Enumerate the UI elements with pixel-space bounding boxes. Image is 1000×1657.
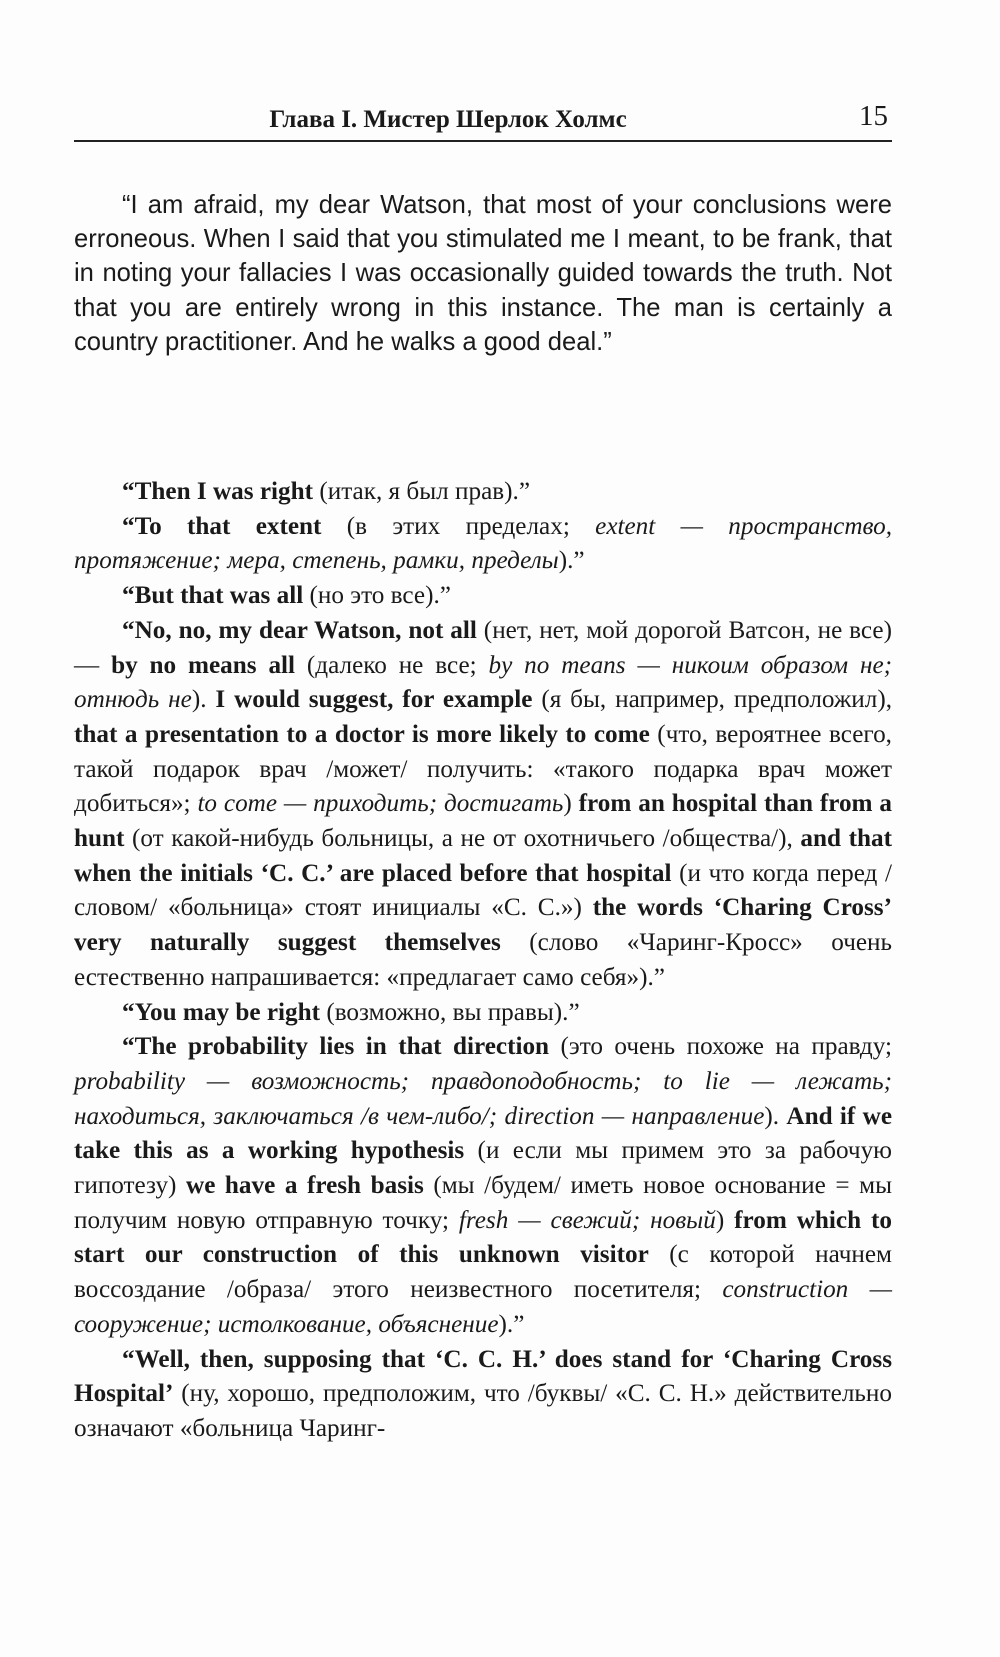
translation-text: ).” bbox=[558, 547, 585, 575]
annotated-paragraph bbox=[74, 1343, 892, 1447]
english-phrase: “To that extent bbox=[122, 512, 322, 540]
english-phrase: I would suggest, for example bbox=[215, 686, 533, 714]
annotated-paragraph bbox=[74, 510, 892, 579]
translation-text: (от какой-нибудь больницы, а не от охотничьего /общества/), bbox=[124, 825, 801, 853]
page-number: 15 bbox=[859, 100, 888, 132]
translation-text: (и что когда перед /словом/ «больница» стоят инициалы «C. C.») bbox=[74, 859, 892, 922]
translation-text: (далеко не все; bbox=[295, 651, 489, 679]
translation-text: ) bbox=[563, 790, 579, 818]
translation-text: (нет, нет, мой дорогой Ватсон, не все) — bbox=[74, 616, 892, 679]
vocabulary-note: fresh — свежий; новый bbox=[458, 1206, 716, 1234]
translation-text: ). bbox=[764, 1102, 787, 1130]
translation-text: (с которой начнем воссоздание /образа/ этого неизвестного посетителя; bbox=[74, 1241, 893, 1304]
translation-text: (ну, хорошо, предположим, что /буквы/ «C. C. H.» действительно означают «больница Чаринг- bbox=[74, 1380, 892, 1442]
translation-text: (мы /будем/ иметь новое основание = мы получим новую отправную точку; bbox=[74, 1172, 892, 1234]
english-phrase: “No, no, my dear Watson, not all bbox=[122, 616, 477, 644]
translation-text: (возможно, вы правы).” bbox=[320, 998, 580, 1026]
translation-text: ).” bbox=[498, 1310, 525, 1338]
english-phrase: “Then I was right bbox=[122, 478, 314, 505]
english-phrase: “You may be right bbox=[122, 998, 321, 1026]
vocabulary-note: by no means — никоим образом не; отнюдь не bbox=[74, 651, 893, 714]
translation-text: (это очень похоже на правду; bbox=[549, 1033, 892, 1061]
english-paragraph: “I am afraid, my dear Watson, that most of your conclusions were erroneous. When I said that you stimulated me I meant, to be frank, that in noting your fallacies I was occasionally guided towards the truth. Not that you are entirely wrong in this instance. The man is certainly a country practitioner. And he walks a good deal.” bbox=[74, 191, 892, 356]
running-header bbox=[74, 100, 892, 142]
translation-text: (и если мы примем это за рабочую гипотезу) bbox=[74, 1137, 892, 1200]
annotated-paragraph bbox=[74, 1030, 892, 1342]
english-phrase: we have a fresh basis bbox=[186, 1172, 424, 1200]
english-phrase: by no means all bbox=[111, 651, 296, 679]
annotated-text bbox=[74, 475, 892, 1447]
translation-text: (слово «Чаринг-Кросс» очень естественно напрашивается: «предлагает само себя»).” bbox=[74, 929, 893, 991]
annotated-paragraph bbox=[74, 996, 892, 1031]
annotated-paragraph bbox=[74, 614, 892, 996]
translation-text: (я бы, например, предположил), bbox=[532, 686, 893, 714]
annotated-paragraph bbox=[74, 475, 892, 510]
english-phrase: And if we take this as a working hypothesis bbox=[74, 1102, 893, 1165]
english-phrase: “The probability lies in that direction bbox=[122, 1033, 550, 1061]
vocabulary-note: construction — сооружение; истолкование, объяснение bbox=[74, 1276, 892, 1338]
translation-text: (в этих пределах; bbox=[321, 512, 596, 540]
translation-text: ). bbox=[191, 686, 216, 714]
vocabulary-note: probability — возможность; правдоподобность; to lie — лежать; находиться, заключаться /в чем-либо/; direction — направление bbox=[74, 1067, 892, 1130]
vocabulary-note: to come — приходить; достигать bbox=[197, 790, 564, 818]
translation-text: ) bbox=[715, 1206, 735, 1234]
english-phrase: “But that was all bbox=[122, 582, 304, 610]
translation-text: (итак, я был прав).” bbox=[313, 478, 531, 505]
english-phrase: and that when the initials ‘C. C.’ are placed before that hospital bbox=[74, 825, 892, 887]
chapter-title: Глава I. Мистер Шерлок Холмс bbox=[269, 106, 627, 133]
english-phrase: “Well, then, supposing that ‘C. C. H.’ does stand for ‘Charing Cross Hospital’ bbox=[74, 1345, 892, 1408]
annotated-paragraph bbox=[74, 579, 892, 614]
english-phrase: that a presentation to a doctor is more likely to come bbox=[74, 720, 650, 748]
english-phrase: the words ‘Charing Cross’ very naturally suggest themselves bbox=[74, 894, 892, 957]
translation-text: (но это все).” bbox=[303, 582, 451, 610]
english-phrase: from an hospital than from a hunt bbox=[74, 790, 892, 853]
translation-text: (что, вероятнее всего, такой подарок врач /может/ получить: «такого подарка врач может добиться»; bbox=[74, 720, 892, 818]
vocabulary-note: extent — пространство, протяжение; мера, степень, рамки, пределы bbox=[74, 512, 892, 575]
english-phrase: from which to start our construction of this unknown visitor bbox=[74, 1206, 893, 1269]
